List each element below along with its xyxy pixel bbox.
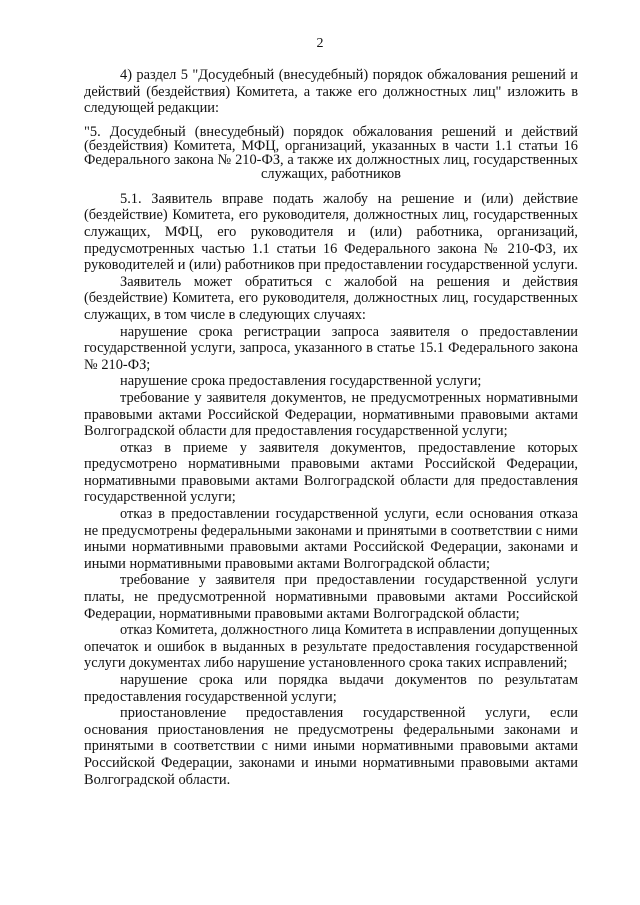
list-item: нарушение срока предоставления государственной услуги; xyxy=(120,373,482,390)
list-item: нарушение срока или порядка выдачи документов по результатам предоставления государственной услуги; xyxy=(84,672,578,705)
document-body xyxy=(84,67,578,788)
list-item: требование у заявителя при предоставлении государственной услуги платы, не предусмотренной нормативными правовыми актами Российской Федерации, нормативными правовыми актами Волгоградской области; xyxy=(84,572,578,622)
page-number: 2 xyxy=(316,36,324,51)
intro-paragraph: 4) раздел 5 "Досудебный (внесудебный) порядок обжалования решений и действий (бездействия) Комитета, а также его должностных лиц" изложить в следующей редакции: xyxy=(84,67,578,117)
list-item: отказ в приеме у заявителя документов, предоставление которых предусмотрено нормативными правовыми актами Российской Федерации, нормативными правовыми актами Волгоградской области для предоставления государственной услуги; xyxy=(84,439,578,506)
list-item: требование у заявителя документов, не предусмотренных нормативными правовыми актами Российской Федерации, нормативными правовыми актами Волгоградской области для предоставления государственной услуги; xyxy=(84,389,578,440)
list-item: нарушение срока регистрации запроса заявителя о предоставлении государственной услуги, запроса, указанного в статье 15.1 Федерального закона № 210-ФЗ; xyxy=(84,323,578,373)
list-item: приостановление предоставления государственной услуги, если основания приостановления не предусмотрены федеральными законами и принятыми в соответствии с ними иными нормативными правовыми актами Российской Федерации, законами и иными нормативными правовыми актами Волгоградской области. xyxy=(84,705,578,788)
list-item: отказ в предоставлении государственной услуги, если основания отказа не предусмотрены федеральными законами и принятыми в соответствии с ними иными нормативными правовыми актами Российской Федерации, законами и иными нормативными правовыми актами Волгоградской области; xyxy=(84,506,578,572)
list-item: отказ Комитета, должностного лица Комитета в исправлении допущенных опечаток и ошибок в выданных в результате предоставления государственной услуги документах либо нарушение установленного срока таких исправлений; xyxy=(84,622,578,672)
paragraph-complaint-cases: Заявитель может обратиться с жалобой на решения и действия (бездействие) Комитета, его руководителя, должностных лиц, государственных служащих, в том числе в следующих случаях: xyxy=(84,273,578,323)
paragraph-5-1: 5.1. Заявитель вправе подать жалобу на решение и (или) действие (бездействие) Комитета, его руководителя, должностных лиц, государственных служащих, МФЦ, его руководителя и (или) работника, организаций, предусмотренных частью 1.1 статьи 16 Федерального закона № 210-ФЗ, их руководителей и (или) работников при предоставлении государственной услуги. xyxy=(84,190,578,274)
section-heading: "5. Досудебный (внесудебный) порядок обжалования решений и действий (бездействия) Комитета, МФЦ, организаций, указанных в части 1.1 статьи 16 Федерального закона № 210-ФЗ, а также их должностных лиц, государственных служащих, работников xyxy=(84,123,578,182)
